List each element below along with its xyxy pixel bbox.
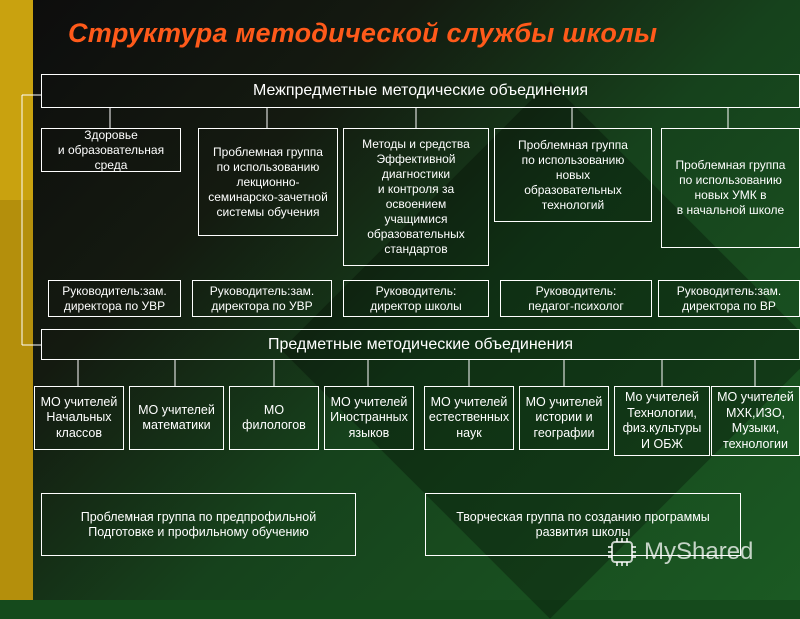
watermark-text: MyShared [644, 538, 754, 565]
subject-group-philology: МО филологов [229, 386, 319, 450]
subject-group-math: МО учителей математики [129, 386, 224, 450]
interdisciplinary-group-lecture-system: Проблемная группа по использованию лекционно- семинарско-зачетной системы обучения [198, 128, 338, 236]
subject-group-natural-sciences: МО учителей естественных наук [424, 386, 514, 450]
watermark-logo-icon [606, 536, 638, 568]
leader-box-1: Руководитель:зам. директора по УВР [48, 280, 181, 317]
subject-header: Предметные методические объединения [41, 329, 800, 360]
subject-group-arts: МО учителей МХК,ИЗО, Музыки, технологии [711, 386, 800, 456]
interdisciplinary-group-new-technologies: Проблемная группа по использованию новых образовательных технологий [494, 128, 652, 222]
subject-group-technology-pe: Мо учителей Технологии, физ.культуры И ОБЖ [614, 386, 710, 456]
problem-group-preprofile: Проблемная группа по предпрофильной Подготовке и профильному обучению [41, 493, 356, 556]
leader-box-2: Руководитель:зам. директора по УВР [192, 280, 332, 317]
watermark [606, 536, 753, 568]
subject-group-history-geography: МО учителей истории и географии [519, 386, 609, 450]
creative-group-development: Творческая группа по созданию программы развития школы [425, 493, 741, 556]
subject-group-foreign-languages: МО учителей Иностранных языков [324, 386, 414, 450]
leader-box-3: Руководитель: директор школы [343, 280, 489, 317]
interdisciplinary-header: Межпредметные методические объединения [41, 74, 800, 108]
interdisciplinary-group-health: Здоровье и образовательная среда [41, 128, 181, 172]
leader-box-5: Руководитель:зам. директора по ВР [658, 280, 800, 317]
subject-group-primary: МО учителей Начальных классов [34, 386, 124, 450]
interdisciplinary-group-diagnostics: Методы и средства Эффективной диагностики и контроля за освоением учащимися образовательных стандартов [343, 128, 489, 266]
page-title: Структура методической службы школы [68, 18, 658, 48]
leader-box-4: Руководитель: педагог-психолог [500, 280, 652, 317]
interdisciplinary-group-new-umk: Проблемная группа по использованию новых УМК в в начальной школе [661, 128, 800, 248]
